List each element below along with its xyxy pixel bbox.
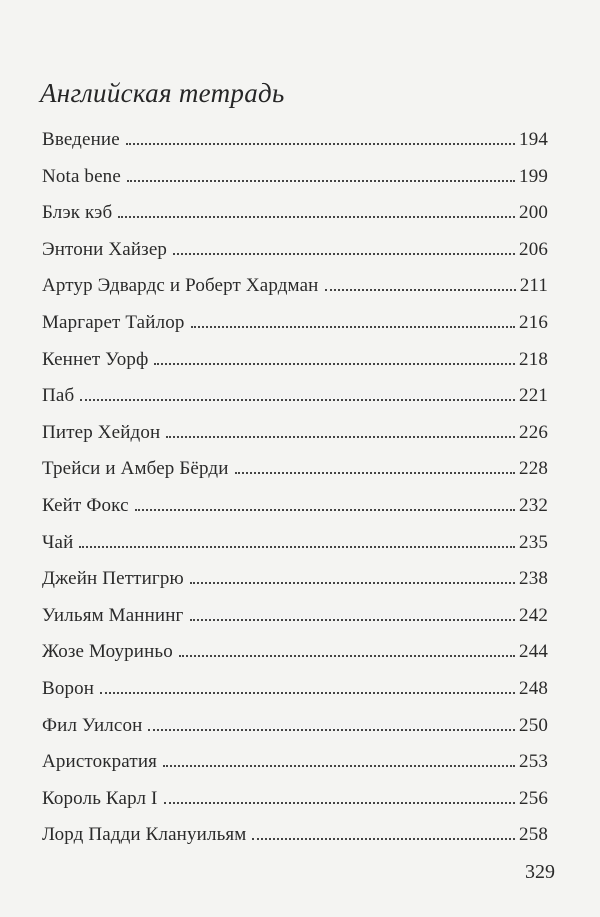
toc-entry bbox=[42, 422, 548, 459]
toc-entry bbox=[42, 385, 548, 422]
toc-entry-label: Введение bbox=[42, 129, 120, 150]
toc-entry-page: 248 bbox=[519, 677, 548, 699]
toc-entry bbox=[42, 715, 548, 752]
toc-dot-leader bbox=[190, 582, 515, 584]
toc-entry-label: Кейт Фокс bbox=[42, 494, 129, 516]
toc-entry-page: 228 bbox=[519, 458, 548, 480]
toc-entry-label: Энтони Хайзер bbox=[42, 238, 168, 260]
toc-entry-label: Уильям Маннинг bbox=[42, 604, 184, 626]
toc-entry-page: 242 bbox=[519, 604, 548, 626]
toc-entry bbox=[42, 751, 548, 788]
toc-entry-page: 216 bbox=[519, 311, 548, 333]
toc-entry-label: Блэк кэб bbox=[42, 202, 113, 224]
toc-dot-leader bbox=[235, 472, 516, 474]
toc-entry-page: 200 bbox=[519, 202, 548, 224]
toc-entry-label: Ворон bbox=[42, 677, 95, 699]
toc-entry-page: 221 bbox=[519, 385, 548, 407]
toc-entry bbox=[42, 349, 548, 386]
toc-entry-page: 253 bbox=[519, 751, 548, 773]
toc-dot-leader bbox=[100, 692, 515, 694]
toc-entry-page: 258 bbox=[519, 824, 548, 846]
toc-entry-page: 194 bbox=[519, 129, 548, 150]
toc-entry bbox=[42, 678, 548, 715]
toc-dot-leader bbox=[166, 436, 515, 438]
toc-entry-page: 232 bbox=[519, 494, 548, 516]
page-number: 329 bbox=[525, 861, 555, 883]
toc-entry bbox=[42, 605, 548, 642]
toc-entry bbox=[42, 788, 548, 825]
toc-entry-page: 238 bbox=[519, 568, 548, 590]
toc-entry-label: Nota bene bbox=[42, 165, 121, 187]
toc-entry-page: 226 bbox=[519, 421, 548, 443]
toc-dot-leader bbox=[154, 363, 515, 365]
toc-entry-label: Аристократия bbox=[42, 751, 158, 773]
toc-entry-label: Жозе Моуриньо bbox=[42, 641, 173, 663]
toc-dot-leader bbox=[118, 216, 515, 218]
toc-entry-page: 218 bbox=[519, 348, 548, 370]
toc-entry-label: Паб bbox=[42, 385, 75, 407]
toc-entry bbox=[42, 532, 548, 569]
toc-dot-leader bbox=[325, 289, 516, 291]
toc-entry-label: Джейн Петтигрю bbox=[42, 568, 184, 590]
toc-dot-leader bbox=[191, 326, 516, 328]
toc-entry-label: Артур Эдвардс и Роберт Хардман bbox=[42, 275, 319, 297]
section-title: Английская тетрадь bbox=[40, 78, 285, 108]
toc-dot-leader bbox=[135, 509, 515, 511]
toc-entry-page: 199 bbox=[519, 165, 548, 187]
toc-dot-leader bbox=[252, 838, 515, 840]
toc-entry-page: 256 bbox=[519, 787, 548, 809]
toc-entry-label: Чай bbox=[42, 531, 74, 553]
toc-entry-page: 250 bbox=[519, 714, 548, 736]
toc-entry-page: 211 bbox=[519, 275, 548, 297]
toc-entry-label: Лорд Падди Клануильям bbox=[42, 824, 247, 846]
toc-entry bbox=[42, 202, 548, 239]
toc-entry bbox=[42, 239, 548, 276]
toc-entry-label: Питер Хейдон bbox=[42, 421, 161, 443]
toc-entry-label: Трейси и Амбер Бёрди bbox=[42, 458, 229, 480]
toc-entry bbox=[42, 641, 548, 678]
toc-entry-page: 235 bbox=[519, 531, 548, 553]
toc-dot-leader bbox=[190, 619, 516, 621]
toc-entry-label: Кеннет Уорф bbox=[42, 348, 149, 370]
toc-dot-leader bbox=[127, 180, 515, 182]
toc-dot-leader bbox=[126, 143, 515, 145]
toc-entry bbox=[42, 458, 548, 495]
toc-dot-leader bbox=[163, 765, 515, 767]
toc-entry bbox=[42, 568, 548, 605]
toc-dot-leader bbox=[179, 655, 515, 657]
toc-entry bbox=[42, 166, 548, 203]
toc-entry-page: 206 bbox=[519, 238, 548, 260]
toc-dot-leader bbox=[148, 729, 515, 731]
toc-entry-label: Фил Уилсон bbox=[42, 714, 143, 736]
toc-dot-leader bbox=[164, 802, 516, 804]
toc-entry bbox=[42, 275, 548, 312]
toc-entry-label: Король Карл I bbox=[42, 787, 158, 809]
toc-entry bbox=[42, 129, 548, 166]
toc-entry bbox=[42, 824, 548, 861]
toc-entry-label: Маргарет Тайлор bbox=[42, 311, 185, 333]
toc-entry-page: 244 bbox=[519, 641, 548, 663]
table-of-contents bbox=[42, 129, 548, 861]
toc-dot-leader bbox=[80, 399, 515, 401]
toc-dot-leader bbox=[79, 546, 515, 548]
toc-entry bbox=[42, 495, 548, 532]
toc-entry bbox=[42, 312, 548, 349]
toc-dot-leader bbox=[173, 253, 515, 255]
